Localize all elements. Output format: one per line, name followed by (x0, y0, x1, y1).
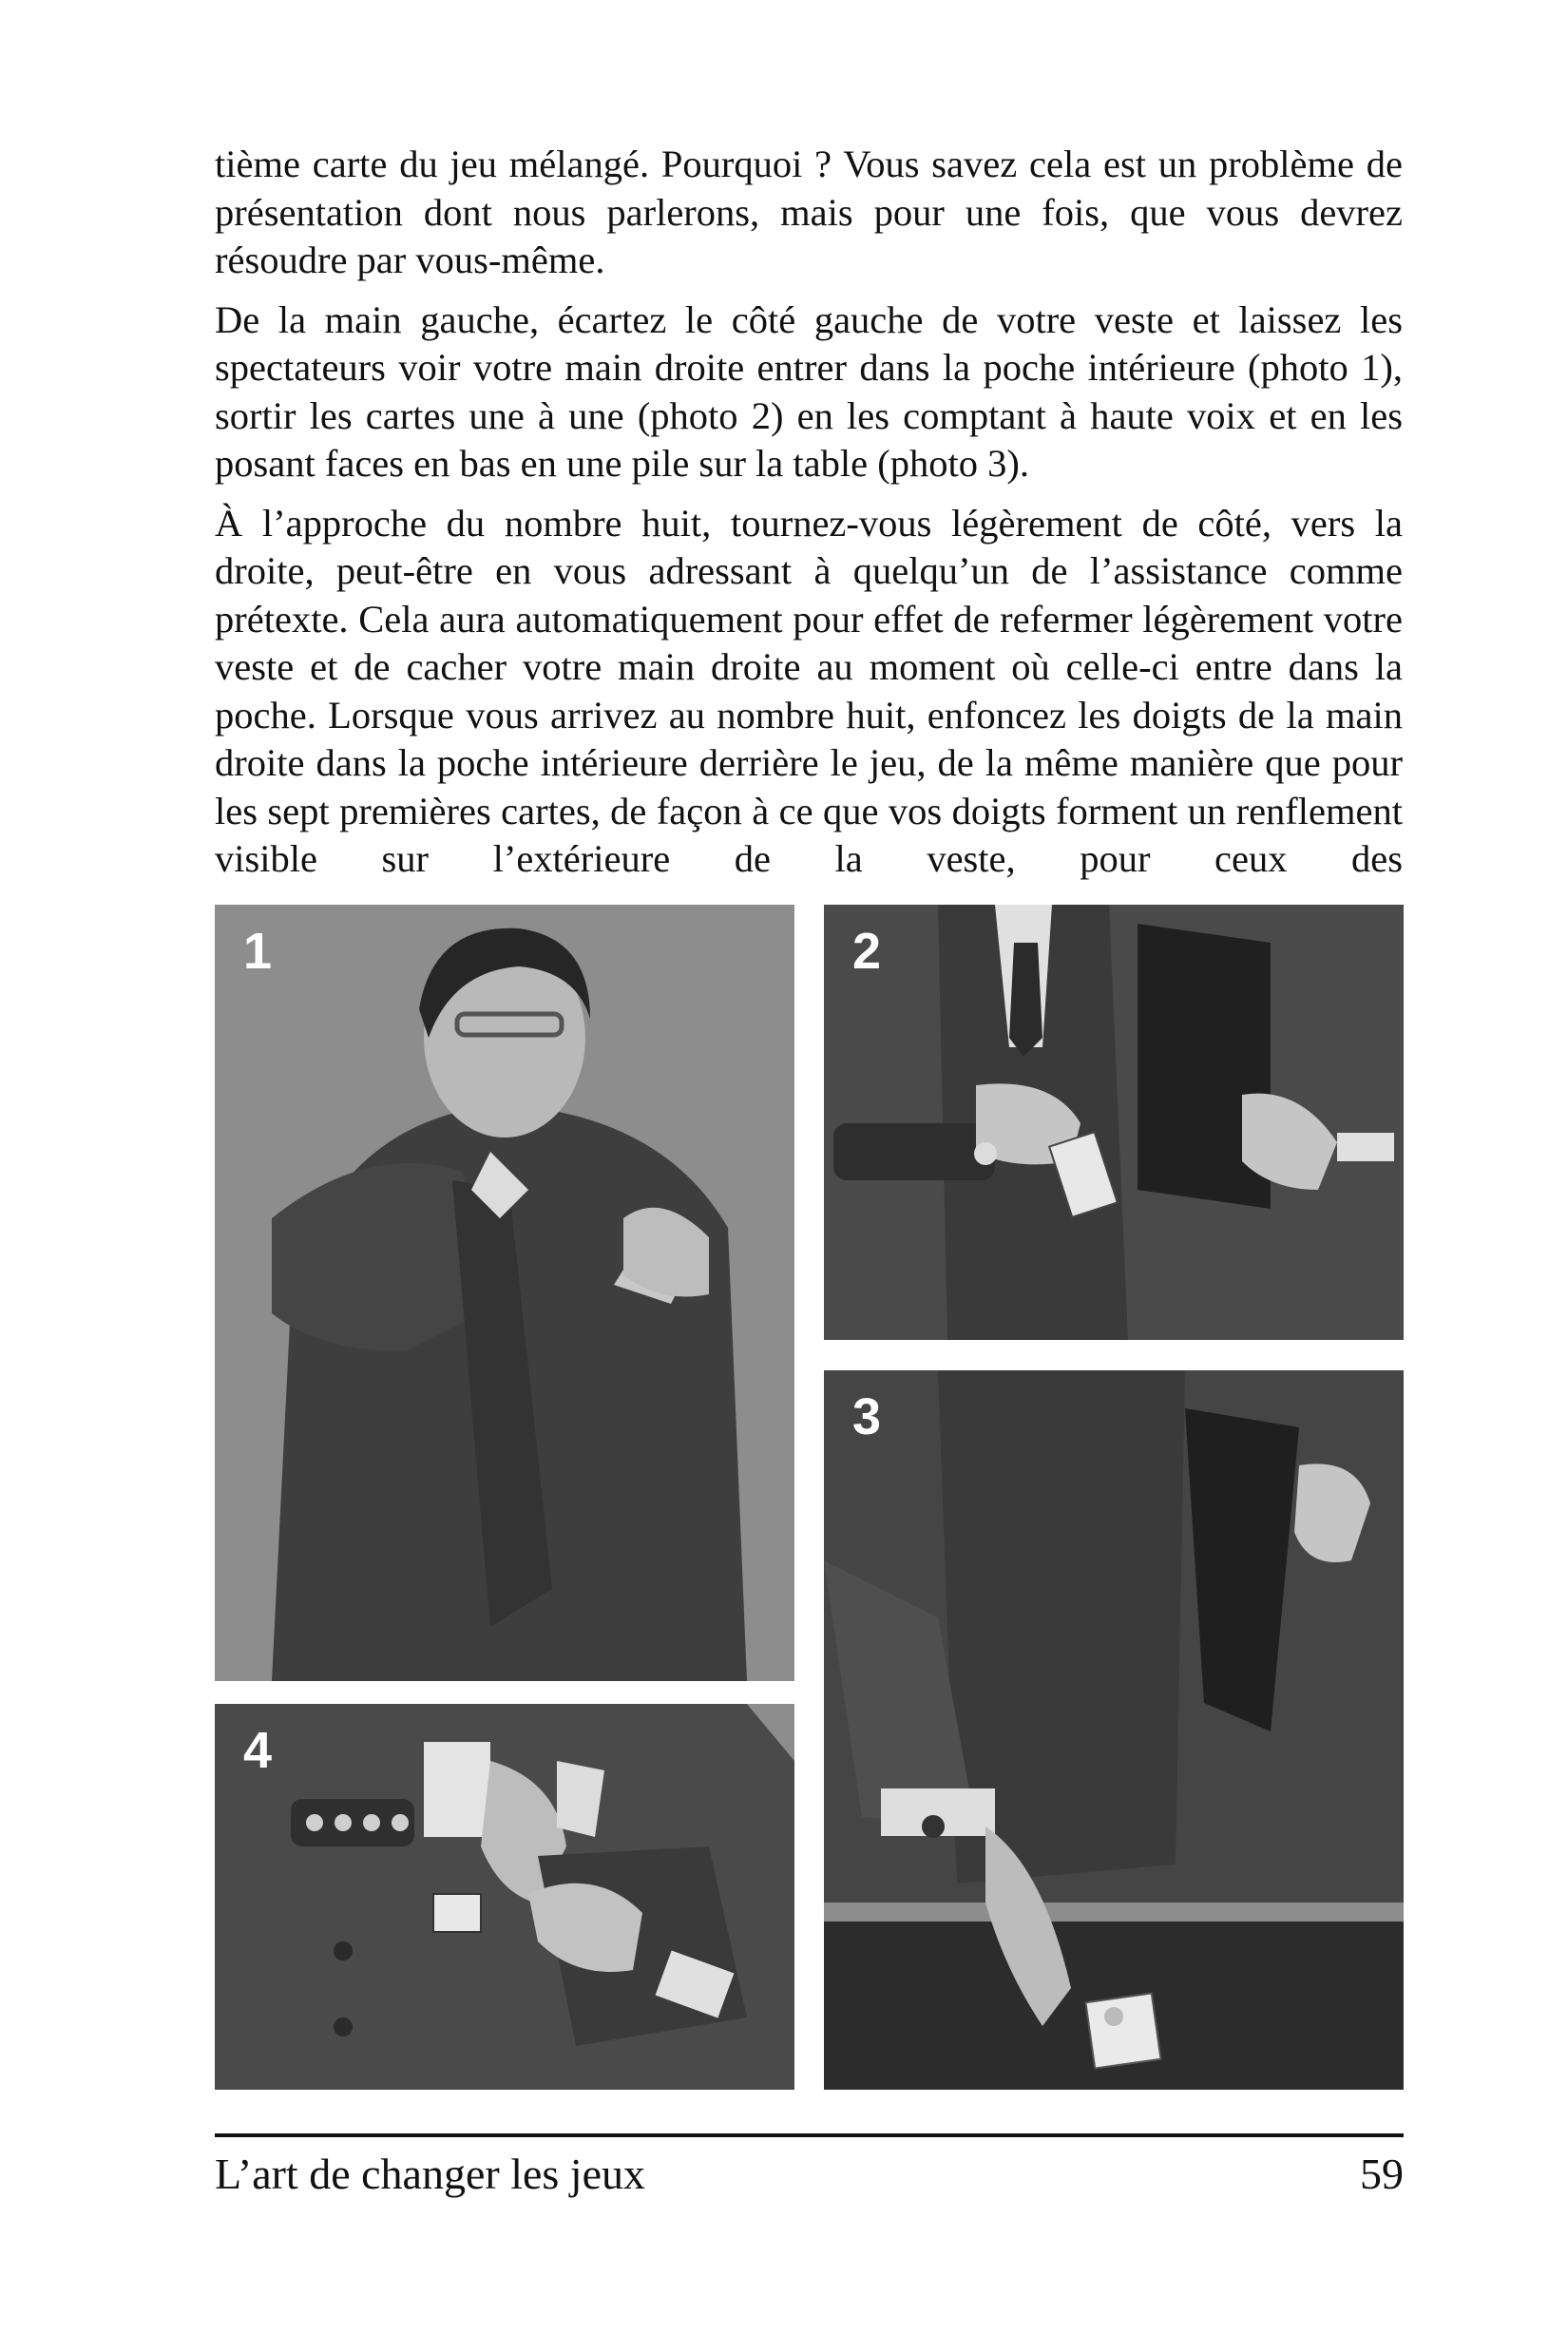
paragraph-3: À l’approche du nombre huit, tournez-vous légèrement de côté, vers la droite, peut-être en vous adressant à quelqu’un de l’assistance comme prétexte. Cela aura automatiquement pour effet de refermer légèrement votre veste et de cacher votre main droite au moment où celle-ci entre dans la poche. Lorsque vous arrivez au nombre huit, enfoncez les doigts de la main droite dans la poche intérieure derrière le jeu, de la même manière que pour les sept premières cartes, de façon à ce que vos doigts forment un renflement visible sur l’extérieure de la veste, pour ceux des (215, 501, 1403, 880)
photo-4 (215, 1704, 794, 2090)
paragraph-2: De la main gauche, écartez le côté gauche de votre veste et laissez les spectateurs voir votre main droite entrer dans la poche intérieure (photo 1), sortir les cartes une à une (photo 2) en les comptant à haute voix et en les posant faces en bas en une pile sur la table (photo 3). (215, 297, 1403, 485)
photo-1 (215, 905, 794, 1681)
body-text (215, 141, 1403, 895)
photo-3 (824, 1370, 1404, 2090)
page-number: 59 (1360, 2150, 1404, 2198)
photo-1-illustration (215, 905, 794, 1681)
photo-3-illustration (824, 1370, 1404, 2090)
footer-rule (215, 2133, 1404, 2137)
running-footer-title: L’art de changer les jeux (215, 2150, 645, 2198)
photo-2 (824, 905, 1404, 1340)
photo-2-illustration (824, 905, 1404, 1340)
photo-2-number: 2 (852, 923, 882, 980)
photo-4-illustration (215, 1704, 794, 2090)
photo-3-number: 3 (852, 1388, 882, 1445)
photo-1-number: 1 (243, 923, 273, 980)
paragraph-1: tième carte du jeu mélangé. Pourquoi ? Vous savez cela est un problème de présentation dont nous parlerons, mais pour une fois, que vous devrez résoudre par vous-même. (215, 143, 1403, 281)
photo-4-number: 4 (243, 1722, 273, 1779)
